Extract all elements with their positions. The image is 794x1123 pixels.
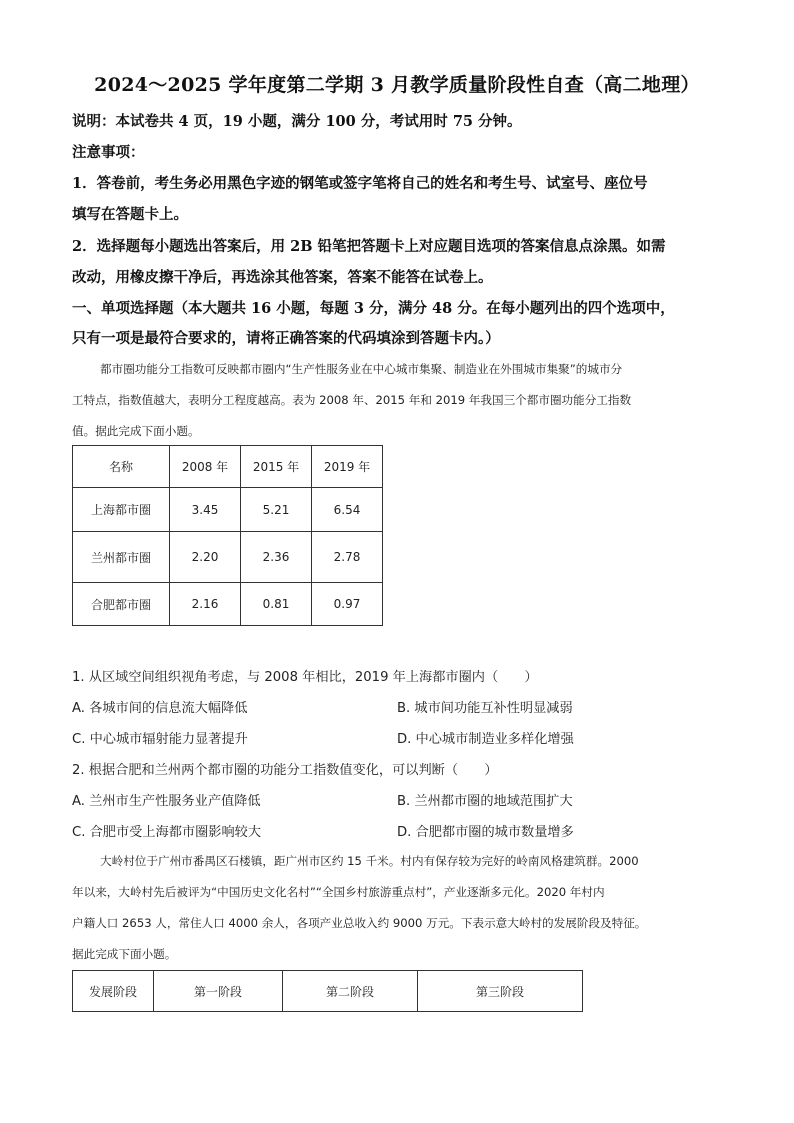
table-cell: 2.16 xyxy=(170,583,241,626)
question-1-option-d: D. 中心城市制造业多样化增强 xyxy=(397,732,574,747)
section-heading-line-2: 只有一项是最符合要求的，请将正确答案的代码填涂到答题卡内。） xyxy=(72,330,500,347)
table-header-cell: 名称 xyxy=(73,446,170,488)
table-cell: 0.81 xyxy=(241,583,312,626)
passage-1-line-3: 值。据此完成下面小题。 xyxy=(72,424,200,438)
table-header-row xyxy=(73,971,583,1012)
development-stage-table xyxy=(72,970,583,1012)
instruction-item-2-line-1: 2．选择题每小题选出答案后，用 2B 铅笔把答题卡上对应题目选项的答案信息点涂黑。如需 xyxy=(72,238,666,255)
table-header-cell: 第一阶段 xyxy=(154,971,283,1012)
passage-2-line-4: 据此完成下面小题。 xyxy=(72,947,177,961)
instruction-item-1-line-1: 1．答卷前，考生务必用黑色字迹的钢笔或签字笔将自己的姓名和考生号、试室号、座位号 xyxy=(72,175,648,192)
section-heading-line-1: 一、单项选择题（本大题共 16 小题，每题 3 分，满分 48 分。在每小题列出的四个选项中， xyxy=(72,300,675,317)
table-header-cell: 2019 年 xyxy=(312,446,383,488)
question-2-option-b: B. 兰州都市圈的地域范围扩大 xyxy=(397,794,573,809)
question-2-option-a: A. 兰州市生产性服务业产值降低 xyxy=(72,794,261,809)
table-cell: 2.20 xyxy=(170,532,241,583)
table-cell: 2.78 xyxy=(312,532,383,583)
exam-title: 2024～2025 学年度第二学期 3 月教学质量阶段性自查（高二地理） xyxy=(94,74,700,96)
table-cell: 3.45 xyxy=(170,488,241,532)
instruction-item-1-line-2: 填写在答题卡上。 xyxy=(72,206,188,223)
passage-1-line-1: 都市圈功能分工指数可反映都市圈内“生产性服务业在中心城市集聚、制造业在外围城市集聚”的城市分 xyxy=(100,362,623,376)
passage-2-line-2: 年以来，大岭村先后被评为“中国历史文化名村”“全国乡村旅游重点村”，产业逐渐多元化。2020 年村内 xyxy=(72,885,605,899)
table-header-cell: 第二阶段 xyxy=(283,971,418,1012)
passage-2-line-3: 户籍人口 2653 人，常住人口 4000 余人，各项产业总收入约 9000 万元。下表示意大岭村的发展阶段及特征。 xyxy=(72,916,647,930)
instruction-item-2-line-2: 改动，用橡皮擦干净后，再选涂其他答案，答案不能答在试卷上。 xyxy=(72,269,493,286)
function-index-table xyxy=(72,445,383,626)
question-2-stem: 2. 根据合肥和兰州两个都市圈的功能分工指数值变化，可以判断（ ） xyxy=(72,763,498,778)
table-cell: 6.54 xyxy=(312,488,383,532)
table-cell: 0.97 xyxy=(312,583,383,626)
table-cell: 上海都市圈 xyxy=(73,488,170,532)
table-header-cell: 2015 年 xyxy=(241,446,312,488)
table-header-cell: 第三阶段 xyxy=(418,971,583,1012)
table-row xyxy=(73,532,383,583)
question-2-option-d: D. 合肥都市圈的城市数量增多 xyxy=(397,825,574,840)
question-1-option-c: C. 中心城市辐射能力显著提升 xyxy=(72,732,248,747)
question-1-option-b: B. 城市间功能互补性明显减弱 xyxy=(397,701,573,716)
question-1-stem: 1. 从区域空间组织视角考虑，与 2008 年相比，2019 年上海都市圈内（ ） xyxy=(72,670,538,685)
table-header-row xyxy=(73,446,383,488)
table-row xyxy=(73,488,383,532)
table-cell: 2.36 xyxy=(241,532,312,583)
passage-2-line-1: 大岭村位于广州市番禺区石楼镇，距广州市区约 15 千米。村内有保存较为完好的岭南风格建筑群。2000 xyxy=(100,854,639,868)
table-cell: 5.21 xyxy=(241,488,312,532)
table-row xyxy=(73,583,383,626)
exam-note: 说明：本试卷共 4 页，19 小题，满分 100 分，考试用时 75 分钟。 xyxy=(72,113,522,130)
question-2-option-c: C. 合肥市受上海都市圈影响较大 xyxy=(72,825,262,840)
table-cell: 合肥都市圈 xyxy=(73,583,170,626)
table-header-cell: 发展阶段 xyxy=(73,971,154,1012)
table-cell: 兰州都市圈 xyxy=(73,532,170,583)
question-1-option-a: A. 各城市间的信息流大幅降低 xyxy=(72,701,248,716)
table-header-cell: 2008 年 xyxy=(170,446,241,488)
passage-1-line-2: 工特点，指数值越大，表明分工程度越高。表为 2008 年、2015 年和 2019 年我国三个都市圈功能分工指数 xyxy=(72,393,632,407)
attention-heading: 注意事项： xyxy=(72,144,145,161)
